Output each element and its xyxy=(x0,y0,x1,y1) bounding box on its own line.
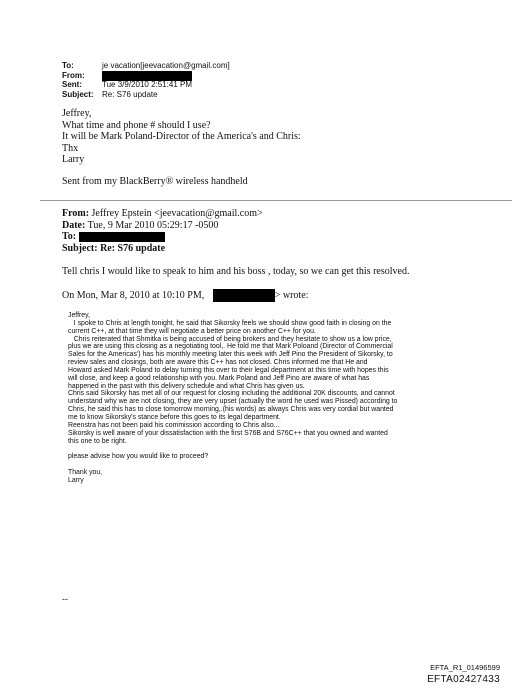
to-label: To: xyxy=(62,61,74,70)
quoted-line: will close, and keep a good relationship with you. Mark Poland and Jeff Pino are aware of what has xyxy=(68,374,370,382)
date-row xyxy=(62,220,263,232)
subject-label-2: Subject: xyxy=(62,242,98,254)
date-label: Date: xyxy=(62,219,86,231)
subject-value: Re: S76 update xyxy=(102,89,158,99)
reply-line: Tell chris I would like to speak to him and his boss , today, so we can get this resolved. xyxy=(62,266,410,277)
quoted-line xyxy=(68,461,498,469)
email-body-1 xyxy=(62,108,301,166)
from-value-2: Jeffrey Epstein <jeevacation@gmail.com> xyxy=(91,208,263,219)
quoted-line: Chris said Sikorsky has met all of our request for closing including the additional 20K discounts, and cannot xyxy=(68,390,395,398)
to-row-2 xyxy=(62,231,263,243)
quoted-line: understand why we are not closing, they are very upset (actually the word he used was Pissed) according to xyxy=(68,398,398,406)
quoted-line: Sikorsky is well aware of your dissatisfaction with the first S76B and S76C++ that you owned and wanted xyxy=(68,429,388,437)
quoted-line: plus we are using this closing as a negotiating tool,. He told me that Mark Poloand (Director of Commercial xyxy=(68,343,393,351)
body-line: Thx xyxy=(62,142,79,154)
subject-row-2 xyxy=(62,243,263,255)
body-line: It will be Mark Poland-Director of the America's and Chris: xyxy=(62,131,301,142)
quoted-line: Jeffrey, xyxy=(68,312,90,319)
quoted-line: Sales for the Americas') has his monthly meeting later this week with Jeff Pino the President of Sikorsky, to xyxy=(68,351,393,359)
body-line: Jeffrey, xyxy=(62,108,92,119)
quote-intro-before: On Mon, Mar 8, 2010 at 10:10 PM, xyxy=(62,289,205,301)
quoted-line: please advise how you would like to proceed? xyxy=(68,453,209,461)
quoted-line: Chris reiterated that Shmitka is being accused of being brokers and they hesitate to show us a low price, xyxy=(68,335,392,343)
from-label: From: xyxy=(62,70,85,80)
redaction-box xyxy=(102,71,192,81)
email-header-2 xyxy=(62,208,263,254)
signature: Sent from my BlackBerry® wireless handheld xyxy=(62,176,248,187)
from-label-2: From: xyxy=(62,208,90,219)
sent-row xyxy=(62,80,230,90)
quoted-line xyxy=(68,445,498,453)
date-value: Tue, 9 Mar 2010 05:29:17 -0500 xyxy=(87,219,219,231)
quoted-line: Reenstra has not been paid his commission according to Chris also... xyxy=(68,421,280,429)
body-line: Larry xyxy=(62,154,85,165)
document-id-small: EFTA_R1_01496599 xyxy=(430,663,500,672)
sent-value: Tue 3/9/2010 2:51:41 PM xyxy=(102,80,192,90)
quoted-line: review sales and closings, both are aware this C++ has not closed. Chris informed me that He and xyxy=(68,359,368,367)
from-row xyxy=(62,71,230,81)
quoted-line: I spoke to Chris at length tonight, he said that Sikorsky feels we should show good faith in closing on the xyxy=(68,319,392,327)
from-row-2 xyxy=(62,208,263,220)
quoted-line: Larry xyxy=(68,476,84,484)
quoted-line: Thank you, xyxy=(68,468,103,476)
quoted-line: me to know Sikorsky's stance before this goes to its legal department. xyxy=(68,413,281,421)
sent-label: Sent: xyxy=(62,80,82,90)
signature-dash: -- xyxy=(62,594,68,604)
subject-row xyxy=(62,90,230,100)
redaction-box xyxy=(79,232,165,242)
quoted-line: current C++, at that time they will negotiate a better price on another C++ for you. xyxy=(68,327,316,335)
to-value: je vacation[jeevacation@gmail.com] xyxy=(102,61,230,70)
subject-label: Subject: xyxy=(62,89,94,99)
quoted-line: Howard asked Mark Poland to delay turning this over to their legal department at this time with hopes this xyxy=(68,366,389,374)
document-id-large: EFTA02427433 xyxy=(427,674,500,685)
quoted-line: happened in the past with this delivery schedule and what Chris has given us. xyxy=(68,382,305,390)
quote-intro-after: > wrote: xyxy=(274,289,309,301)
subject-value-2: Re: S76 update xyxy=(100,242,166,254)
quoted-line: this one to be right. xyxy=(68,437,127,445)
quoted-line: Chris, he said this has to close tomorrow morning,.(his words) as always Chris was very cordial but wanted xyxy=(68,406,394,414)
to-row xyxy=(62,61,230,71)
separator-rule xyxy=(40,200,512,201)
body-line: What time and phone # should I use? xyxy=(62,119,211,131)
redaction-box xyxy=(213,289,275,302)
quote-intro xyxy=(62,289,308,301)
to-label-2: To: xyxy=(62,231,77,243)
email-header-1 xyxy=(62,61,230,99)
quoted-message xyxy=(68,312,498,485)
